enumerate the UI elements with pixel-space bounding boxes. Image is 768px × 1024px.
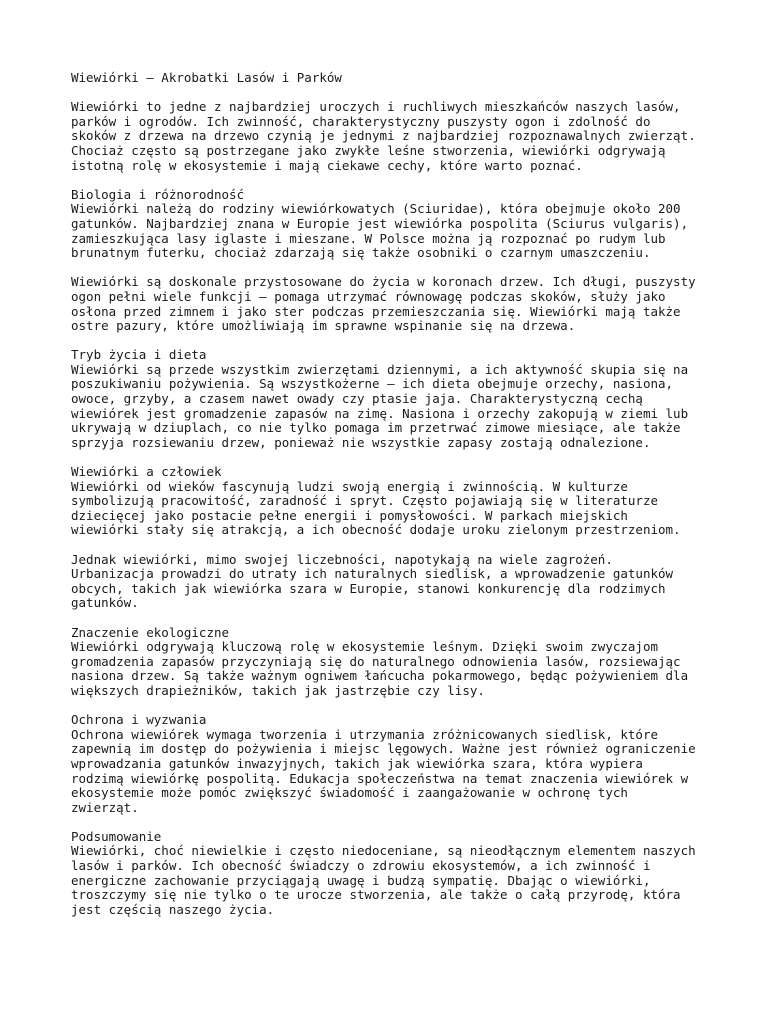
text-line: dziecięcej jako postacie pełne energii i pomysłowości. W parkach miejskich xyxy=(71,507,628,523)
text-line: Wiewiórki należą do rodziny wiewiórkowatych (Sciuridae), która obejmuje około 200 xyxy=(71,201,681,217)
paragraph-podsumowanie xyxy=(71,830,731,918)
text-line: ukrywają w dziuplach, co nie tylko pomaga im przetrwać zimowe miesiące, ale także xyxy=(71,420,681,436)
section-heading: Biologia i różnorodność xyxy=(71,186,245,202)
text-line: Wiewiórki od wieków fascynują ludzi swoją energią i zwinnością. W kulturze xyxy=(71,478,628,494)
text-line: skoków z drzewa na drzewo czynią je jednymi z najbardziej rozpoznawalnych zwierząt. xyxy=(71,128,696,144)
document-page xyxy=(71,71,731,932)
text-line: istotną rolę w ekosystemie i mają ciekawe cechy, które warto poznać. xyxy=(71,157,583,173)
text-line: Wiewiórki to jedne z najbardziej uroczych i ruchliwych mieszkańców naszych lasów, xyxy=(71,99,681,115)
text-line: Wiewiórki odgrywają kluczową rolę w ekosystemie leśnym. Dzięki swoim zwyczajom xyxy=(71,639,658,655)
text-line: Wiewiórki są doskonale przystosowane do życia w koronach drzew. Ich długi, puszysty xyxy=(71,274,696,290)
text-line: większych drapieżników, takich jak jastrzębie czy lisy. xyxy=(71,682,485,698)
text-line: Jednak wiewiórki, mimo swojej liczebności, napotykają na wiele zagrożeń. xyxy=(71,551,613,567)
text-line: Ochrona wiewiórek wymaga tworzenia i utrzymania zróżnicowanych siedlisk, które xyxy=(71,726,658,742)
document-title: Wiewiórki – Akrobatki Lasów i Parków xyxy=(71,70,342,85)
paragraph-biologia xyxy=(71,188,731,261)
text-line: ostre pazury, które umożliwiają im sprawne wspinanie się na drzewa. xyxy=(71,318,576,334)
text-line: gatunków. Najbardziej znana w Europie jest wiewiórka pospolita (Sciurus vulgaris), xyxy=(71,215,689,231)
text-line: lasów i parków. Ich obecność świadczy o zdrowiu ekosystemów, a ich zwinność i xyxy=(71,858,651,874)
paragraph-ekologia xyxy=(71,626,731,699)
text-line: Wiewiórki są przede wszystkim zwierzętami dziennymi, a ich aktywność skupia się na xyxy=(71,361,689,377)
text-line: parków i ogrodów. Ich zwinność, charakterystyczny puszysty ogon i zdolność do xyxy=(71,113,651,129)
text-line: gatunków. xyxy=(71,595,139,611)
text-line: sprzyja rozsiewaniu drzew, ponieważ nie wszystkie zapasy zostają odnalezione. xyxy=(71,434,651,450)
section-heading: Podsumowanie xyxy=(71,828,162,844)
text-line: symbolizują pracowitość, zaradność i spryt. Często pojawiają się w literaturze xyxy=(71,493,658,509)
section-heading: Znaczenie ekologiczne xyxy=(71,624,230,640)
text-line: wprowadzania gatunków inwazyjnych, takich jak wiewiórka szara, która wypiera xyxy=(71,755,643,771)
paragraph-tryb-zycia xyxy=(71,348,731,450)
text-line: ogon pełni wiele funkcji – pomaga utrzymać równowagę podczas skoków, służy jako xyxy=(71,288,666,304)
text-line: troszczymy się nie tylko o te urocze stworzenia, ale także o całą przyrodę, która xyxy=(71,887,681,903)
text-line: osłona przed zimnem i jako ster podczas przemieszczania się. Wiewiórki mają także xyxy=(71,303,681,319)
text-line: brunatnym futerku, chociaż zdarzają się także osobniki o czarnym umaszczeniu. xyxy=(71,245,651,261)
text-line: ekosystemie może pomóc zwiększyć świadomość i zaangażowanie w ochronę tych xyxy=(71,785,628,801)
paragraph-ochrona xyxy=(71,713,731,815)
paragraph-intro xyxy=(71,100,731,173)
text-line: obcych, takich jak wiewiórka szara w Europie, stanowi konkurencję dla rodzimych xyxy=(71,580,666,596)
document-title-block xyxy=(71,71,731,86)
text-line: Urbanizacja prowadzi do utraty ich naturalnych siedlisk, a wprowadzenie gatunków xyxy=(71,566,674,582)
text-line: zapewnią im dostęp do pożywienia i miejsc lęgowych. Ważne jest również ograniczenie xyxy=(71,741,696,757)
text-line: poszukiwaniu pożywienia. Są wszystkożerne – ich dieta obejmuje orzechy, nasiona, xyxy=(71,376,674,392)
text-line: owoce, grzyby, a czasem nawet owady czy ptasie jaja. Charakterystyczną cechą xyxy=(71,391,643,407)
text-line: gromadzenia zapasów przyczyniają się do naturalnego odnowienia lasów, rozsiewając xyxy=(71,653,681,669)
text-line: nasiona drzew. Są także ważnym ogniwem łańcucha pokarmowego, będąc pożywieniem dla xyxy=(71,668,689,684)
document-body xyxy=(71,100,731,917)
text-line: wiewiórki stały się atrakcją, a ich obecność dodaje uroku zielonym przestrzeniom. xyxy=(71,522,681,538)
text-line: Wiewiórki, choć niewielkie i często niedoceniane, są nieodłącznym elementem naszych xyxy=(71,843,696,859)
text-line: wiewiórek jest gromadzenie zapasów na zimę. Nasiona i orzechy zakopują w ziemi lub xyxy=(71,405,689,421)
section-heading: Wiewiórki a człowiek xyxy=(71,464,222,480)
text-line: rodzimą wiewiórkę pospolitą. Edukacja społeczeństwa na temat znaczenia wiewiórek w xyxy=(71,770,689,786)
paragraph-czlowiek xyxy=(71,465,731,538)
text-line: Chociaż często są postrzegane jako zwykłe leśne stworzenia, wiewiórki odgrywają xyxy=(71,142,666,158)
text-line: zwierząt. xyxy=(71,799,139,815)
paragraph-zagrozenia xyxy=(71,553,731,611)
paragraph-przystosowanie xyxy=(71,275,731,333)
text-line: zamieszkująca lasy iglaste i mieszane. W Polsce można ją rozpoznać po rudym lub xyxy=(71,230,666,246)
section-heading: Tryb życia i dieta xyxy=(71,347,207,363)
text-line: energiczne zachowanie przyciągają uwagę i budzą sympatię. Dbając o wiewiórki, xyxy=(71,872,651,888)
text-line: jest częścią naszego życia. xyxy=(71,901,275,917)
section-heading: Ochrona i wyzwania xyxy=(71,712,207,728)
